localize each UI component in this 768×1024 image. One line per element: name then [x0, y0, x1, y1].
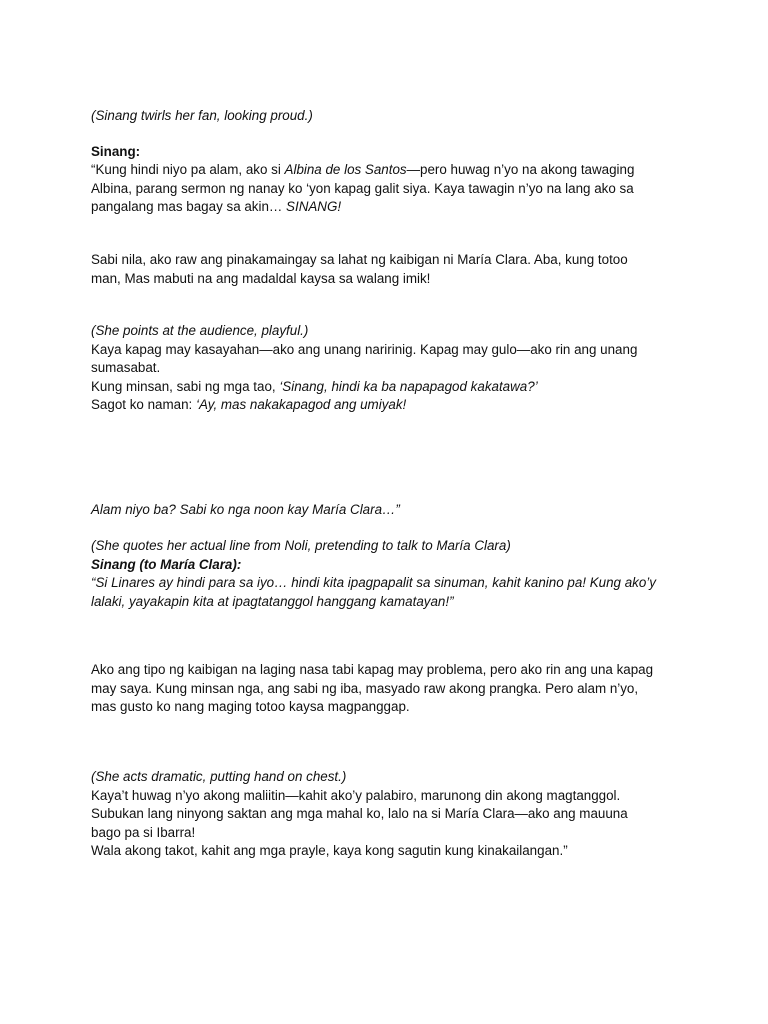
character-nickname: SINANG! — [286, 199, 342, 214]
text-line: lalaki, yayakapin kita at ipagtatanggol hanggang kamatayan!” — [91, 593, 454, 609]
monologue-paragraph-4 — [91, 501, 691, 520]
text-line: Wala akong takot, kahit ang mga prayle, kaya kong sagutin kung kinakailangan.” — [91, 843, 568, 858]
speaker-heading — [91, 143, 691, 162]
text-run: Sagot ko naman: — [91, 397, 196, 412]
text-line — [91, 396, 691, 415]
text-line: Alam niyo ba? Sabi ko nga noon kay María Clara…” — [91, 502, 400, 517]
monologue-paragraph-3 — [91, 322, 691, 415]
text-line: mas gusto ko nang maging totoo kaysa magpanggap. — [91, 699, 410, 714]
text-line — [91, 161, 691, 180]
text-line — [91, 378, 691, 397]
speaker-name: Sinang (to María Clara): — [91, 556, 242, 572]
stage-direction-text: (She quotes her actual line from Noli, pretending to talk to María Clara) — [91, 538, 511, 553]
text-run: pangalang mas bagay sa akin… — [91, 199, 287, 214]
quoted-text: ‘Ay, mas nakakapagod ang umiyak! — [195, 397, 407, 412]
monologue-paragraph-5 — [91, 661, 691, 717]
text-line: Kaya’t huwag n’yo akong maliitin—kahit ako’y palabiro, marunong din akong magtanggol. — [91, 787, 621, 803]
stage-direction-text: (Sinang twirls her fan, looking proud.) — [91, 108, 313, 123]
stage-direction-fan — [91, 107, 691, 126]
text-line: “Si Linares ay hindi para sa iyo… hindi kita ipagpapalit sa sinuman, kahit kanino pa! Kung ako’y — [91, 575, 656, 590]
speaker-name: Sinang: — [91, 144, 141, 159]
text-line: bago pa si Ibarra! — [91, 824, 196, 840]
text-run: Kung minsan, sabi ng mga tao, — [91, 378, 280, 394]
stage-direction-text: (She points at the audience, playful.) — [91, 323, 309, 338]
text-line: man, Mas mabuti na ang madaldal kaysa sa walang imik! — [91, 270, 431, 286]
noli-quote-section — [91, 537, 691, 611]
text-line: sumasabat. — [91, 360, 161, 375]
character-full-name: Albina de los Santos — [284, 162, 407, 177]
text-line: Kaya kapag may kasayahan—ako ang unang naririnig. Kapag may gulo—ako rin ang unang — [91, 341, 638, 357]
text-line — [91, 198, 691, 217]
text-line: Ako ang tipo ng kaibigan na laging nasa tabi kapag may problema, pero ako rin ang una kapag — [91, 662, 654, 677]
quoted-text: ‘Sinang, hindi ka ba napapagod kakatawa?’ — [279, 378, 538, 394]
monologue-paragraph-2 — [91, 251, 691, 288]
text-line: may saya. Kung minsan nga, ang sabi ng iba, masyado raw akong prangka. Pero alam n’yo, — [91, 680, 639, 696]
stage-direction-text: (She acts dramatic, putting hand on chest.) — [91, 769, 347, 784]
text-line: Sabi nila, ako raw ang pinakamaingay sa lahat ng kaibigan ni María Clara. Aba, kung totoo — [91, 252, 628, 267]
monologue-paragraph-6 — [91, 768, 691, 861]
text-line: Albina, parang sermon ng nanay ko ‘yon kapag galit siya. Kaya tawagin n’yo na lang ako sa — [91, 180, 634, 196]
text-run: —pero huwag n’yo na akong tawaging — [406, 162, 635, 177]
monologue-intro — [91, 161, 691, 217]
text-line: Subukan lang ninyong saktan ang mga mahal ko, lalo na si María Clara—ako ang mauuna — [91, 806, 628, 821]
text-run: “Kung hindi niyo pa alam, ako si — [91, 162, 285, 177]
